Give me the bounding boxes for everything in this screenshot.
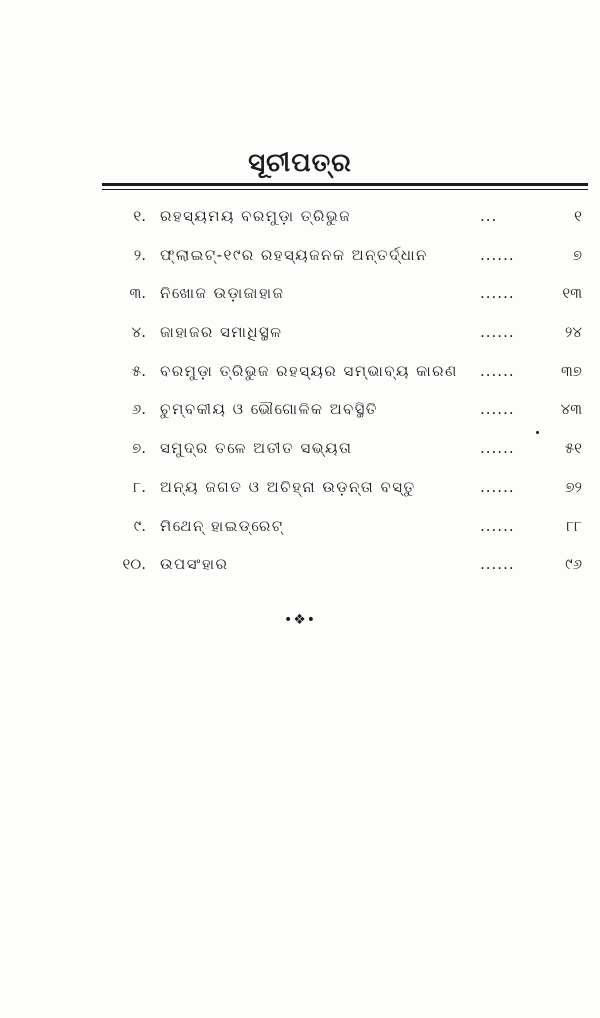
toc-row <box>0 469 600 508</box>
toc-leader-dots: ... <box>480 207 498 225</box>
toc-row <box>0 508 600 547</box>
toc-number: ୮. <box>133 477 146 496</box>
toc-number: ୨. <box>133 245 146 264</box>
toc-page-number: ୩୭ <box>561 361 582 380</box>
table-of-contents <box>0 198 600 585</box>
toc-number: ୧. <box>133 207 146 225</box>
toc-leader-dots: ...... <box>480 477 515 496</box>
toc-page-number: ୧ <box>574 207 582 225</box>
toc-number: ୫. <box>131 361 146 380</box>
page-title: ସୂଚୀପତ୍ର <box>248 148 352 178</box>
toc-leader-dots: ...... <box>480 323 515 342</box>
toc-leader-dots: ...... <box>480 245 515 264</box>
toc-leader-dots: ...... <box>480 555 515 574</box>
toc-number: ୧୦. <box>122 555 146 574</box>
toc-leader-dots: ...... <box>480 400 515 419</box>
toc-title: ରହସ୍ୟମୟ ବରମୁଡ଼ା ତ୍ରିଭୁଜ <box>160 207 351 225</box>
toc-page-number: ୧୩ <box>562 284 582 303</box>
toc-leader-dots: ...... <box>480 439 515 458</box>
toc-title: ନିଖୋଜ ଉଡ଼ାଜାହାଜ <box>160 284 285 303</box>
toc-title: ଫ୍ଲାଇଟ୍-୧୯ର ରହସ୍ୟଜନକ ଅନ୍ତର୍ଦ୍ଧାନ <box>160 245 428 264</box>
toc-page-number: ୯୬ <box>565 555 582 574</box>
toc-row <box>0 391 600 430</box>
toc-title: ଜାହାଜର ସମାଧିସ୍ଥଳ <box>160 323 283 342</box>
toc-page-number: ୮୮ <box>566 516 582 535</box>
toc-row <box>0 314 600 353</box>
toc-title: ସମୁଦ୍ର ତଳେ ଅତୀତ ସଭ୍ୟତା <box>160 439 353 458</box>
toc-row <box>0 353 600 392</box>
title-rule-thin <box>102 189 588 190</box>
toc-page-number: ୭ <box>572 245 582 264</box>
toc-row <box>0 198 600 237</box>
toc-number: ୩. <box>129 284 146 303</box>
toc-row <box>0 546 600 585</box>
toc-number: ୪. <box>131 323 146 342</box>
toc-title: ମିଥେନ୍ ହାଇଡ୍ରେଟ୍ <box>160 516 284 535</box>
toc-number: ୯. <box>133 516 146 535</box>
toc-number: ୭. <box>132 439 146 458</box>
toc-leader-dots: ...... <box>480 516 515 535</box>
toc-number: ୬. <box>131 400 146 419</box>
toc-page-number: ୫୧ <box>564 439 582 458</box>
toc-title: ବରମୁଡ଼ା ତ୍ରିଭୁଜ ରହସ୍ୟର ସମ୍ଭାବ୍ୟ କାରଣ <box>160 361 458 380</box>
toc-page-number: ୪୩ <box>560 400 582 419</box>
toc-page-number: ୨୪ <box>564 323 582 342</box>
section-ornament: •❖• <box>283 612 317 628</box>
title-rule-thick <box>102 183 588 186</box>
toc-row <box>0 275 600 314</box>
toc-title: ଉପସଂହାର <box>160 555 229 574</box>
toc-title: ଚୁମ୍ବକୀୟ ଓ ଭୌଗୋଳିକ ଅବସ୍ଥିତି <box>160 400 379 419</box>
toc-row <box>0 237 600 276</box>
toc-row <box>0 430 600 469</box>
stray-ink-dot <box>536 431 539 434</box>
toc-page-number: ୭୨ <box>565 477 582 496</box>
toc-title: ଅନ୍ୟ ଜଗତ ଓ ଅଚିହ୍ନା ଉଡ଼ନ୍ତା ବସ୍ତୁ <box>160 477 416 496</box>
toc-leader-dots: ...... <box>480 284 515 303</box>
toc-leader-dots: ...... <box>480 361 515 380</box>
